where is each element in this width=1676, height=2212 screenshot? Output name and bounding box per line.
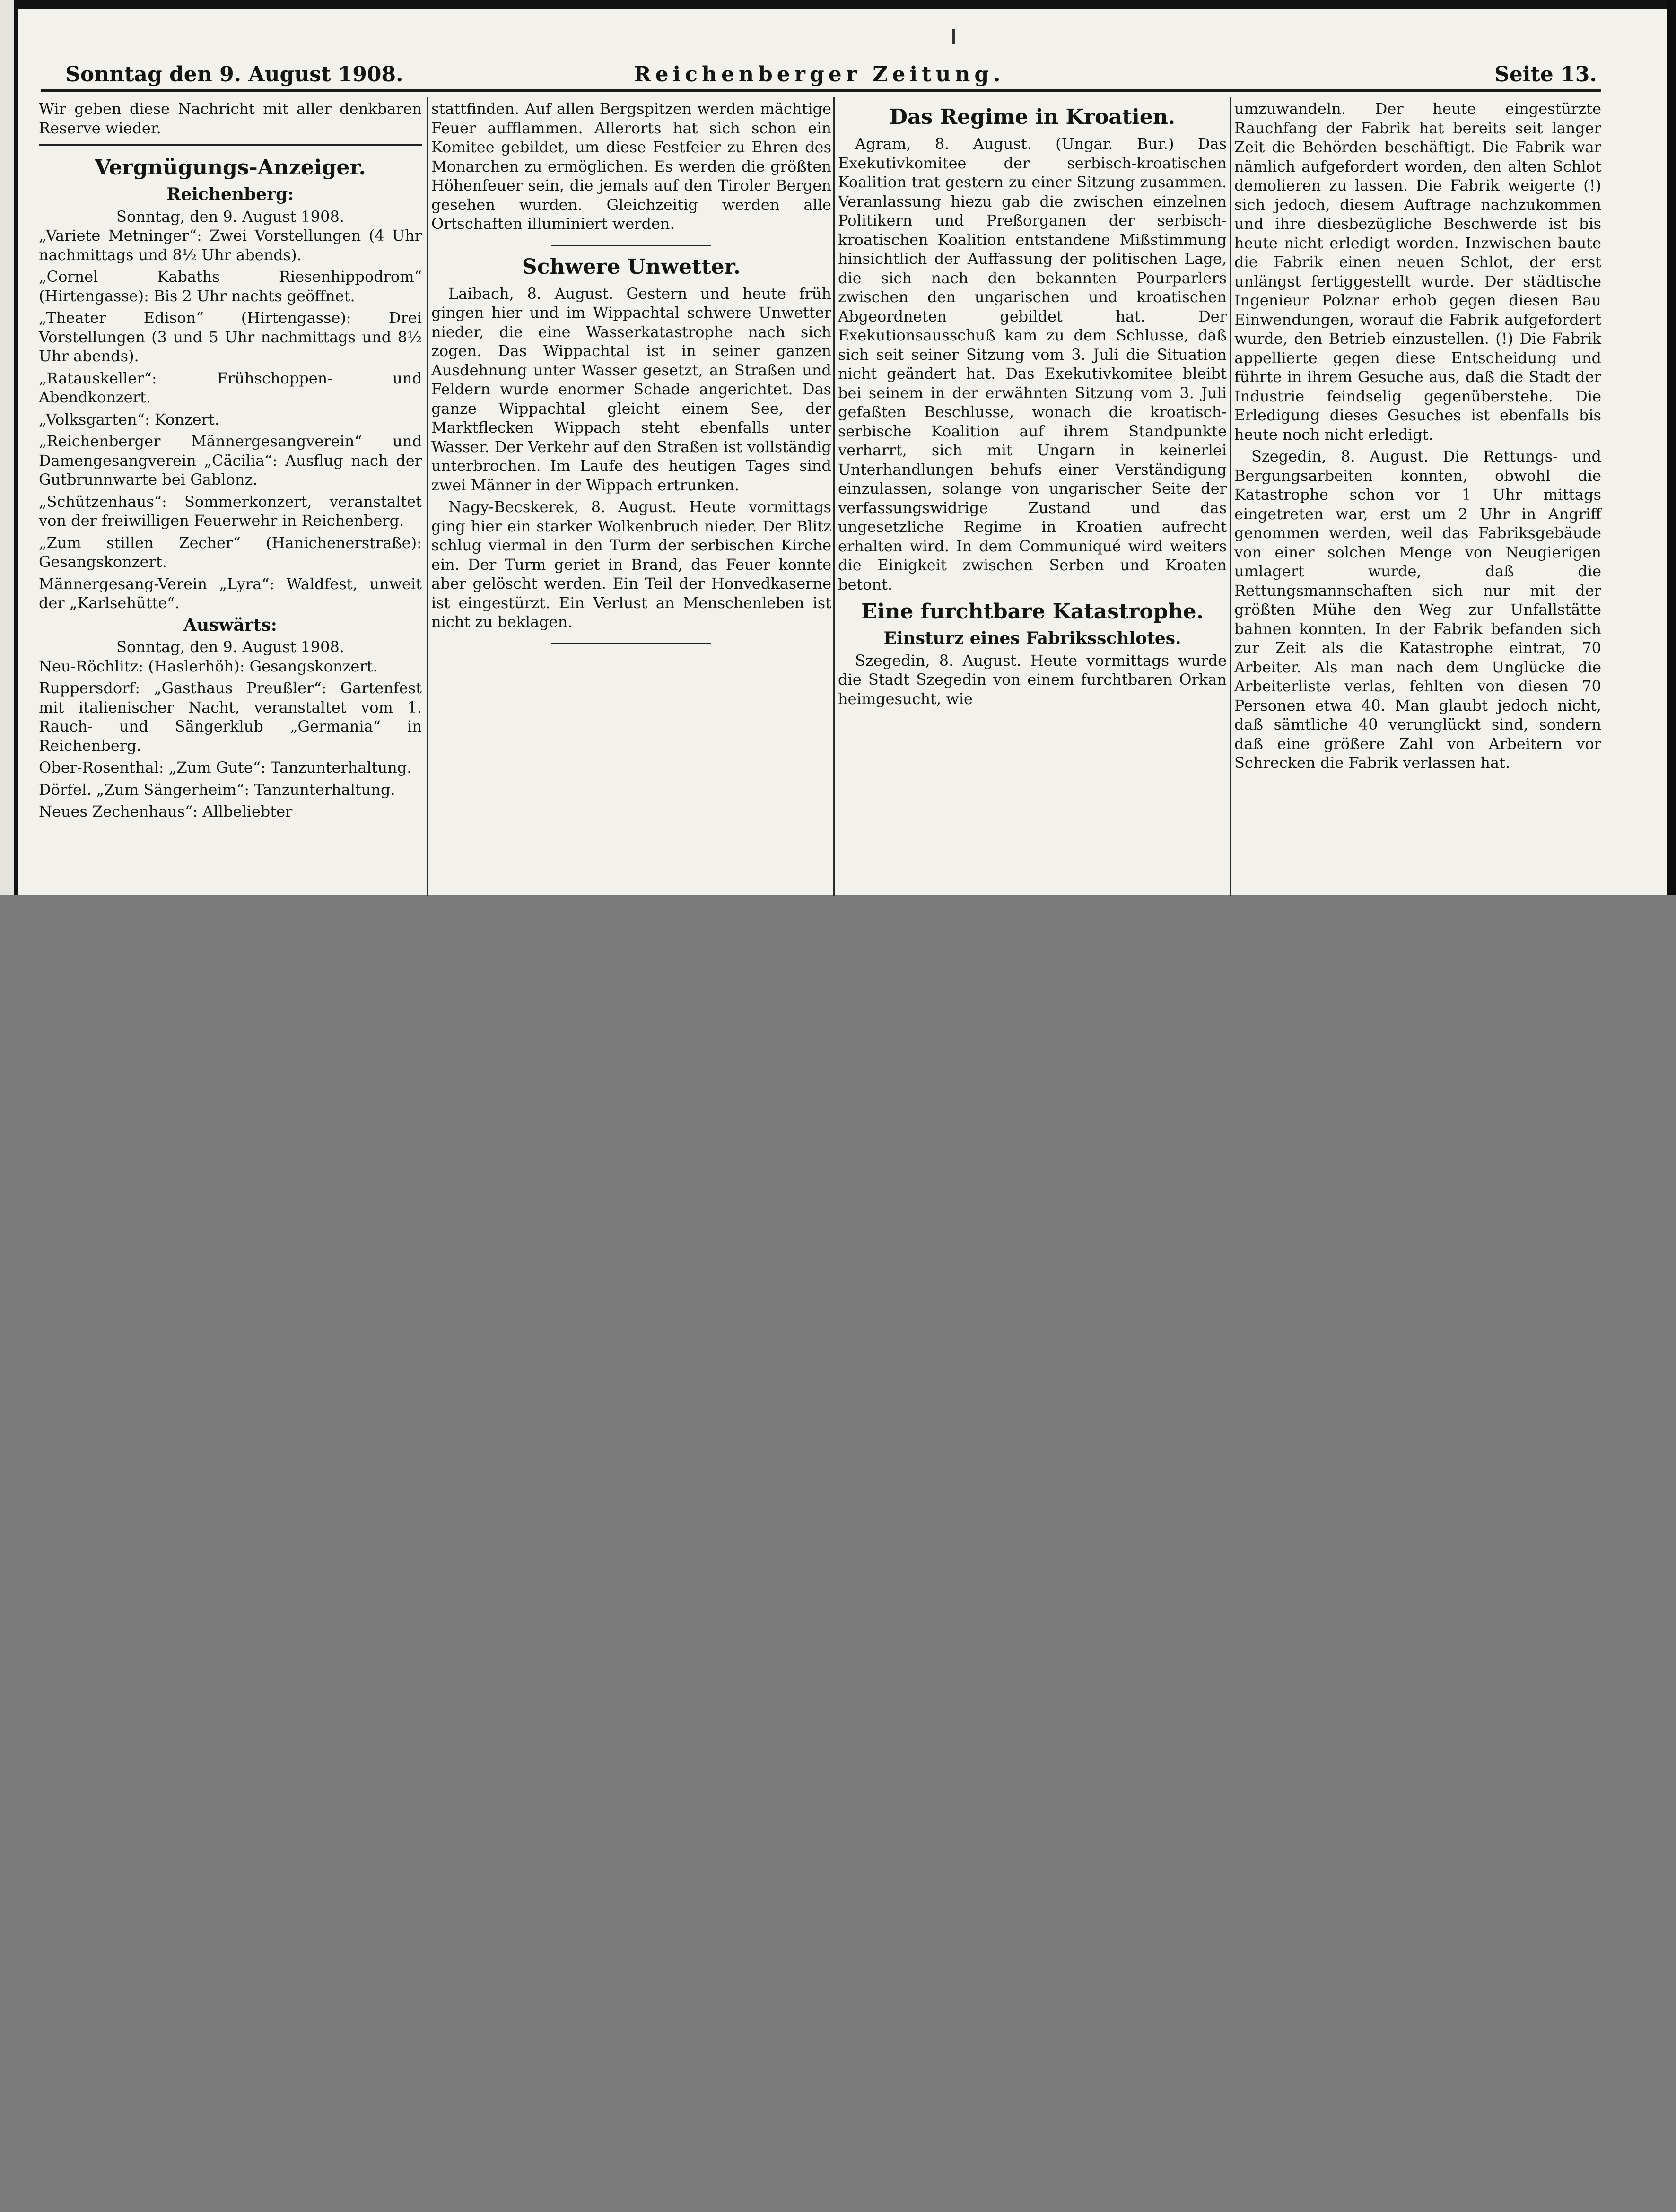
event-item: „Theater Edison“ (Hirtengasse): Drei Vorstellungen (3 und 5 Uhr nachmittags und 8½ Uhr abends). [39,309,422,365]
section-rule [39,144,422,146]
column-divider [427,97,428,896]
column-divider [833,97,835,896]
event-item: Neu-Röchlitz: (Haslerhöh): Gesangskonzert. [39,657,378,675]
intro-paragraph: Wir geben diese Nachricht mit aller denkbaren Reserve wieder. [39,100,422,137]
header-date: Sonntag den 9. August 1908. [65,62,403,87]
article-heading: Schwere Unwetter. [522,254,741,279]
event-item: „Volksgarten“: Konzert. [39,410,219,428]
column-2 [431,99,831,652]
column-3 [838,99,1227,711]
article-heading: Das Regime in Kroatien. [889,105,1176,129]
event-item: „Zum stillen Zecher“ (Hanichenerstraße): Gesangskonzert. [39,533,422,571]
event-item: „Cornel Kabaths Riesenhippodrom“ (Hirtengasse): Bis 2 Uhr nachts geöffnet. [39,268,422,305]
article-paragraph: Agram, 8. August. (Ungar. Bur.) Das Exekutivkomitee der serbisch-kroatischen Koalition trat gestern zu einer Sitzung zusammen. Veranlassung hiezu gab die zwischen einzelnen Politikern und Preßorganen der serbisch-kroatischen Koalition entstandene Mißstimmung hinsichtlich der Auffassung der politischen Lage, die sich nach den bekannten Pourparlers zwischen den ungarischen und kroatischen Abgeordneten gebildet hat. Der Exekutionsausschuß kam zu dem Schlusse, daß sich seit seiner Sitzung vom 3. Juli die Situation nicht geändert hat. Das Exekutivkomitee bleibt bei seinem in der erwähnten Sitzung vom 3. Juli gefaßten Beschlusse, wonach die kroatisch-serbische Koalition auf ihrem Standpunkte verharrt, sich mit Ungarn in keinerlei Unterhandlungen behufs einer Verständigung einzulassen, solange von ungarischer Seite der verfassungswidrige Zustand und das ungesetzliche Regime in Kroatien aufrecht erhalten wird. In dem Communiqué wird weiters die Einigkeit zwischen Serben und Kroaten betont. [838,135,1227,593]
article-paragraph: Szegedin, 8. August. Die Rettungs- und Bergungsarbeiten konnten, obwohl die Katastrophe schon vor 1 Uhr mittags eingetreten war, erst um 2 Uhr in Angriff genommen werden, weil das Fabriksgebäude von einer solchen Menge von Neugierigen umlagert wurde, daß die Rettungsmannschaften sich nur mit der größten Mühe den Weg zur Unfallstätte bahnen konnten. In der Fabrik befanden sich zur Zeit als die Katastrophe eintrat, 70 Arbeiter. Als man nach dem Unglücke die Arbeiterliste verlas, fehlten von diesen 70 Personen etwa 40. Man glaubt jedoch nicht, daß sämtliche 40 verunglückt sind, sondern daß eine größere Zahl von Arbeitern vor Schrecken die Fabrik verlassen hat. [1234,447,1601,772]
local-heading: Reichenberg: [166,184,294,204]
away-heading: Auswärts: [183,615,277,635]
article-paragraph: Szegedin, 8. August. Heute vormittags wurde die Stadt Szegedin von einem furchtbaren Orkan heimgesucht, wie [838,651,1227,708]
print-mark [952,29,955,44]
article-separator [551,643,711,644]
article-separator [551,245,711,246]
column-1 [39,99,422,824]
header-rule [41,89,1601,92]
event-item: „Variete Metninger“: Zwei Vorstellungen (4 Uhr nachmittags und 8½ Uhr abends). [39,226,422,264]
column-4 [1234,99,1601,775]
section-heading: Vergnügungs-Anzeiger. [95,156,366,180]
article-paragraph: Laibach, 8. August. Gestern und heute früh gingen hier und im Wippachtal schwere Unwetter nieder, die eine Wasserkatastrophe nach sich zogen. Das Wippachtal ist in seiner ganzen Ausdehnung unter Wasser gesetzt, an Straßen und Feldern wurde enormer Schade angerichtet. Das ganze Wippachtal gleicht einem See, der Marktflecken Wippach steht ebenfalls unter Wasser. Der Verkehr auf den Straßen ist vollständig unterbrochen. Im Laufe des heutigen Tages sind zwei Männer in der Wippach ertrunken. [431,284,831,494]
article-paragraph: Nagy-Becskerek, 8. August. Heute vormittags ging hier ein starker Wolkenbruch nieder. Der Blitz schlug viermal in den Turm der serbischen Kirche ein. Der Turm geriet in Brand, das Feuer konnte aber gelöscht werden. Ein Teil der Honvedkaserne ist eingestürzt. Ein Verlust an Menschenleben ist nicht zu beklagen. [431,498,831,631]
scan-edge-dark [1667,0,1676,895]
masthead-title: Reichenberger Zeitung. [634,62,1005,87]
continued-paragraph: stattfinden. Auf allen Bergspitzen werden mächtige Feuer aufflammen. Allerorts hat sich schon ein Komitee gebildet, um diese Festfeier zu Ehren des Monarchen zu ermöglichen. Es werden die größten Höhenfeuer sein, die jemals auf den Tiroler Bergen gesehen wurden. Gleichzeitig werden alle Ortschaften illuminiert werden. [431,100,831,233]
event-item: „Reichenberger Männergesangverein“ und Damengesangverein „Cäcilia“: Ausflug nach der Gutbrunnwarte bei Gablonz. [39,432,422,488]
local-date: Sonntag, den 9. August 1908. [116,207,344,226]
event-item: Dörfel. „Zum Sängerheim“: Tanzunterhaltung. [39,780,395,799]
event-item: „Ratauskeller“: Frühschoppen- und Abendkonzert. [39,369,422,406]
event-item: Ober-Rosenthal: „Zum Gute“: Tanzunterhaltung. [39,758,412,776]
article-subheading: Einsturz eines Fabriksschlotes. [883,628,1181,648]
event-item: Neues Zechenhaus“: Allbeliebter [39,802,293,820]
page-number: Seite 13. [1494,62,1597,87]
event-item: „Schützenhaus“: Sommerkonzert, veranstaltet von der freiwilligen Feuerwehr in Reichenberg. [39,492,422,530]
article-paragraph: umzuwandeln. Der heute eingestürzte Rauchfang der Fabrik hat bereits seit langer Zeit die Behörden beschäftigt. Die Fabrik war nämlich aufgefordert worden, den alten Schlot demolieren zu lassen. Die Fabrik weigerte (!) sich jedoch, diesem Auftrage nachzukommen und ihre diesbezügliche Beschwerde ist bis heute nicht erledigt worden. Inzwischen baute die Fabrik einen neuen Schlot, der erst unlängst fertiggestellt wurde. Der städtische Ingenieur Polznar erhob gegen diesen Bau Einwendungen, worauf die Fabrik aufgefordert wurde, den Betrieb einzustellen. (!) Die Fabrik appellierte gegen diese Entscheidung und führte in ihrem Gesuche aus, daß die Stadt der Industrie feindselig gegenüberstehe. Die Erledigung dieses Gesuches ist ebenfalls bis heute noch nicht erledigt. [1234,100,1601,444]
away-date: Sonntag, den 9. August 1908. [116,638,344,656]
column-divider [1230,97,1231,896]
article-heading: Eine furchtbare Katastrophe. [861,600,1204,624]
page-edge-strip [0,0,14,895]
event-item: Männergesang-Verein „Lyra“: Waldfest, unweit der „Karlsehütte“. [39,575,422,612]
event-item: Ruppersdorf: „Gasthaus Preußler“: Gartenfest mit italienischer Nacht, veranstaltet vom 1. Rauch- und Sängerklub „Germania“ in Reichenberg. [39,679,422,755]
